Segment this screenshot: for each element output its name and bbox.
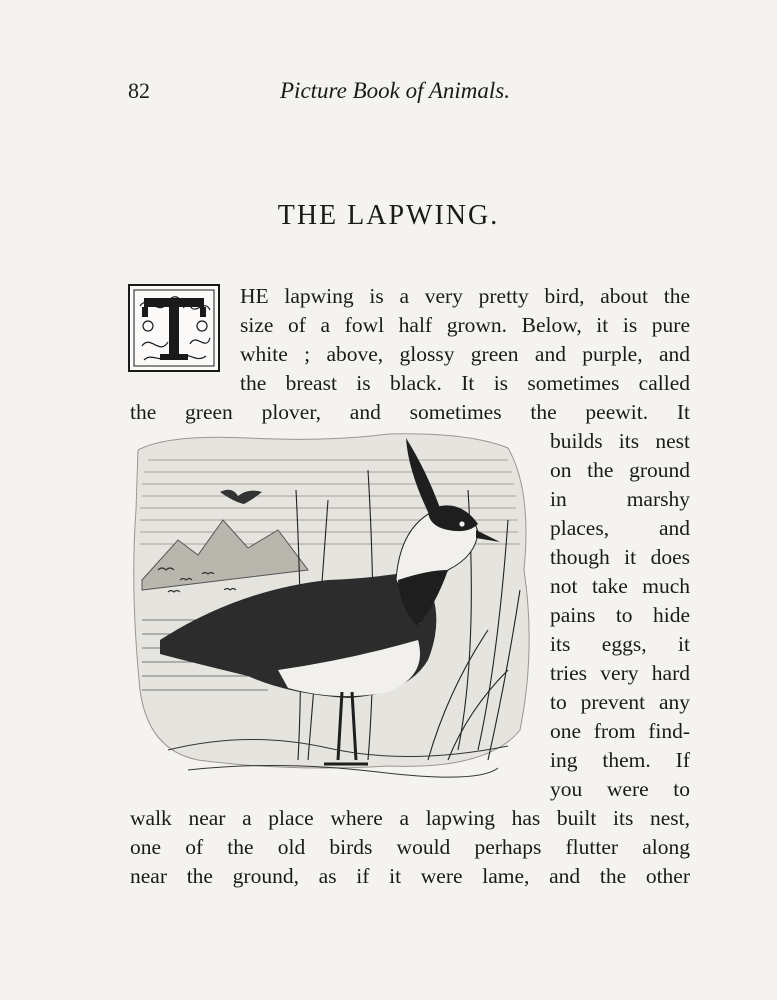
text-line: pains to hide bbox=[550, 603, 690, 627]
page-number: 82 bbox=[128, 78, 150, 103]
text-line: one from find- bbox=[550, 719, 690, 743]
text-line: near the ground, as if it were lame, and the other bbox=[130, 864, 690, 888]
text-line: tries very hard bbox=[550, 661, 690, 685]
text-line: not take much bbox=[550, 574, 690, 598]
chapter-title: THE LAPWING. bbox=[277, 200, 500, 231]
text-line: to prevent any bbox=[550, 690, 690, 714]
text-line: the breast is black. It is sometimes called bbox=[240, 371, 690, 395]
dropcap-t-icon bbox=[128, 284, 220, 372]
lapwing-illustration bbox=[128, 430, 538, 795]
text-line: its eggs, it bbox=[550, 632, 690, 656]
text-line: the green plover, and sometimes the peewit. It bbox=[130, 400, 690, 424]
text-line: white ; above, glossy green and purple, and bbox=[240, 342, 690, 366]
text-line: places, and bbox=[550, 516, 690, 540]
text-line: size of a fowl half grown. Below, it is pure bbox=[240, 313, 690, 337]
text-line: in marshy bbox=[550, 487, 690, 511]
text-line: though it does bbox=[550, 545, 690, 569]
text-line: on the ground bbox=[550, 458, 690, 482]
text-line: builds its nest bbox=[550, 429, 690, 453]
text-line: walk near a place where a lapwing has built its nest, bbox=[130, 806, 690, 830]
text-line: you were to bbox=[550, 777, 690, 801]
lapwing-icon bbox=[128, 430, 538, 790]
running-title: Picture Book of Animals. bbox=[280, 78, 510, 103]
text-line: HE lapwing is a very pretty bird, about the bbox=[240, 284, 690, 308]
text-line: ing them. If bbox=[550, 748, 690, 772]
text-line: one of the old birds would perhaps flutter along bbox=[130, 835, 690, 859]
